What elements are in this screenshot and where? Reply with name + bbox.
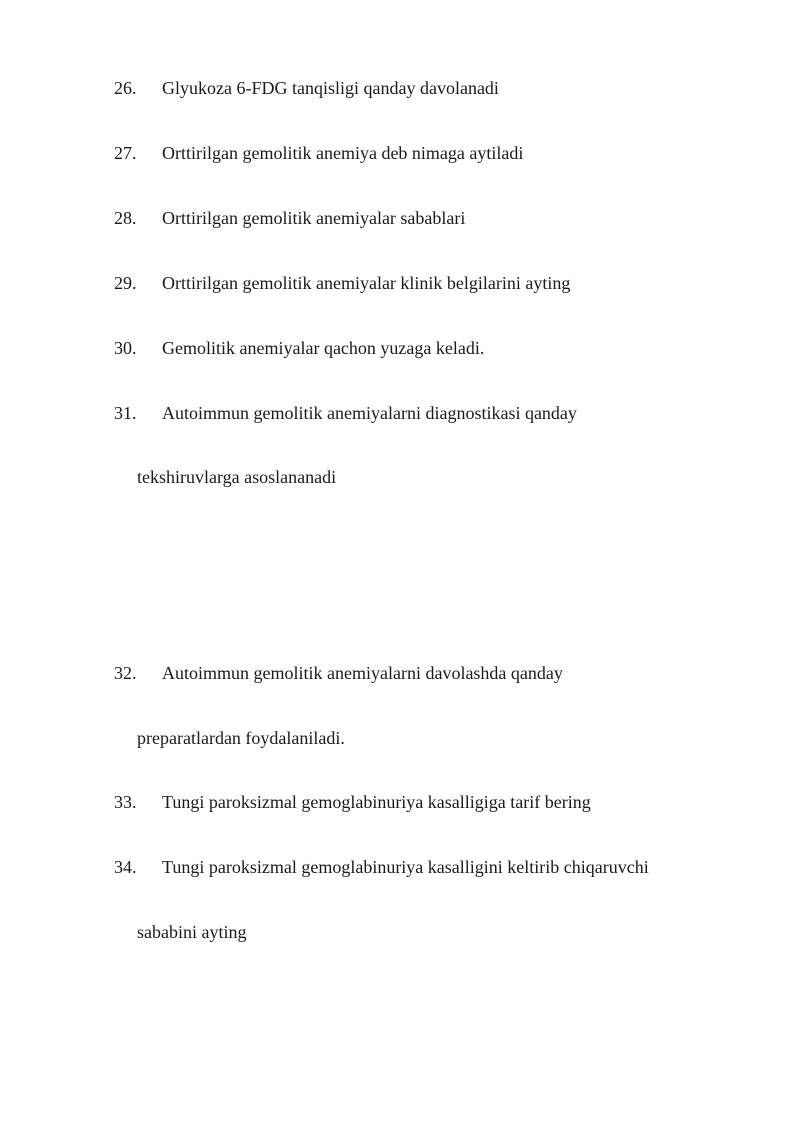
item-number: 29.: [114, 273, 137, 293]
list-item-32-continuation: preparatlardan foydalaniladi.: [137, 728, 345, 748]
item-text: Gemolitik anemiyalar qachon yuzaga keladi.: [162, 338, 485, 358]
item-text: Tungi paroksizmal gemoglabinuriya kasalligini keltirib chiqaruvchi: [162, 857, 649, 877]
list-item-31-continuation: tekshiruvlarga asoslananadi: [137, 467, 337, 487]
item-text: Orttirilgan gemolitik anemiyalar sabablari: [162, 208, 466, 228]
item-number: 34.: [114, 857, 137, 877]
list-item-34-continuation: sababini ayting: [137, 922, 247, 942]
item-text: Tungi paroksizmal gemoglabinuriya kasalligiga tarif bering: [162, 792, 591, 812]
item-text: Orttirilgan gemolitik anemiyalar klinik belgilarini ayting: [162, 273, 571, 293]
item-text: Glyukoza 6-FDG tanqisligi qanday davolanadi: [162, 78, 499, 98]
item-number: 26.: [114, 78, 137, 98]
item-number: 33.: [114, 792, 137, 812]
item-text: Autoimmun gemolitik anemiyalarni davolashda qanday: [162, 663, 563, 683]
item-number: 28.: [114, 208, 137, 228]
item-number: 32.: [114, 663, 137, 683]
item-text: Autoimmun gemolitik anemiyalarni diagnostikasi qanday: [162, 403, 577, 423]
item-number: 27.: [114, 143, 137, 163]
item-number: 31.: [114, 403, 137, 423]
item-number: 30.: [114, 338, 137, 358]
item-text: Orttirilgan gemolitik anemiya deb nimaga aytiladi: [162, 143, 524, 163]
